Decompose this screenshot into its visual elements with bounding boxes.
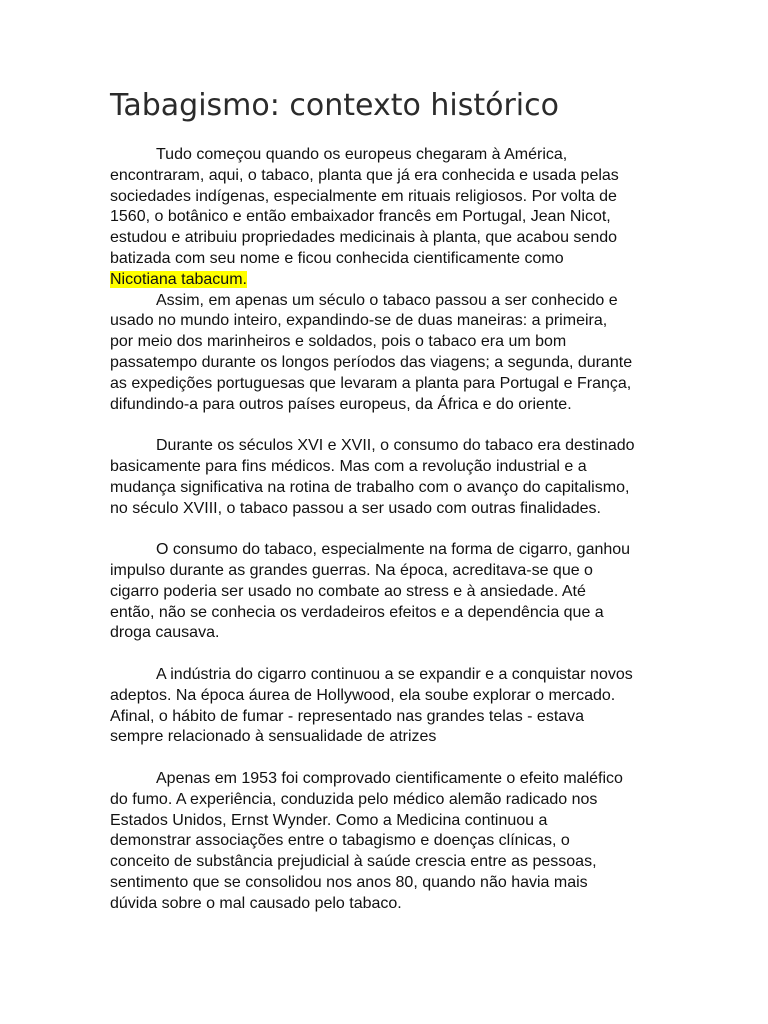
paragraph-spacer: [110, 415, 666, 436]
paragraph-medical-use: [110, 436, 666, 519]
paragraph-line: cigarro poderia ser usado no combate ao stress e à ansiedade. Até: [110, 582, 586, 600]
paragraph-line: basicamente para fins médicos. Mas com a revolução industrial e a: [110, 457, 587, 475]
paragraph-wars: [110, 540, 666, 644]
paragraph-line: droga causava.: [110, 624, 220, 642]
paragraph-hollywood: [110, 665, 666, 748]
document-body: [110, 145, 666, 914]
paragraph-spacer: [110, 748, 666, 769]
paragraph-line: dúvida sobre o mal causado pelo tabaco.: [110, 894, 402, 912]
paragraph-line: Tudo começou quando os europeus chegaram à América,: [156, 146, 568, 163]
paragraph-line: no século XVIII, o tabaco passou a ser usado com outras finalidades.: [110, 499, 601, 517]
paragraph-line: sentimento que se consolidou nos anos 80, quando não havia mais: [110, 873, 588, 891]
paragraph-line: batizada com seu nome e ficou conhecida cientificamente como: [110, 249, 564, 267]
highlighted-text: Nicotiana tabacum.: [110, 270, 247, 288]
paragraph-line: então, não se conhecia os verdadeiros efeitos e a dependência que a: [110, 603, 604, 621]
paragraph-line: Estados Unidos, Ernst Wynder. Como a Medicina continuou a: [110, 811, 548, 829]
paragraph-line: impulso durante as grandes guerras. Na época, acreditava-se que o: [110, 561, 593, 579]
paragraph-line: adeptos. Na época áurea de Hollywood, ela soube explorar o mercado.: [110, 686, 616, 704]
paragraph-line: encontraram, aqui, o tabaco, planta que já era conhecida e usada pelas: [110, 166, 619, 184]
paragraph-line-highlighted: [110, 270, 666, 291]
paragraph-line: sempre relacionado à sensualidade de atrizes: [110, 728, 437, 746]
paragraph-line: demonstrar associações entre o tabagismo e doenças clínicas, o: [110, 832, 570, 850]
paragraph-line: as expedições portuguesas que levaram a planta para Portugal e França,: [110, 374, 632, 392]
document-title: Tabagismo: contexto histórico: [110, 88, 559, 123]
paragraph-expansion: [110, 291, 666, 416]
paragraph-line: O consumo do tabaco, especialmente na forma de cigarro, ganhou: [156, 541, 631, 559]
paragraph-line: estudou e atribuiu propriedades medicinais à planta, que acabou sendo: [110, 229, 618, 247]
paragraph-line: por meio dos marinheiros e soldados, pois o tabaco era um bom: [110, 333, 567, 351]
paragraph-line: Apenas em 1953 foi comprovado cientificamente o efeito maléfico: [156, 769, 623, 787]
paragraph-line: Afinal, o hábito de fumar - representado nas grandes telas - estava: [110, 707, 585, 725]
paragraph-spacer: [110, 644, 666, 665]
paragraph-line: sociedades indígenas, especialmente em rituais religiosos. Por volta de: [110, 187, 617, 205]
paragraph-spacer: [110, 519, 666, 540]
paragraph-scientific-proof: [110, 769, 666, 915]
paragraph-line: usado no mundo inteiro, expandindo-se de duas maneiras: a primeira,: [110, 312, 608, 330]
paragraph-line: Durante os séculos XVI e XVII, o consumo do tabaco era destinado: [156, 437, 635, 455]
paragraph-line: A indústria do cigarro continuou a se expandir e a conquistar novos: [156, 665, 633, 683]
paragraph-line: Assim, em apenas um século o tabaco passou a ser conhecido e: [156, 291, 618, 309]
paragraph-line: difundindo-a para outros países europeus, da África e do oriente.: [110, 395, 572, 413]
paragraph-line: passatempo durante os longos períodos das viagens; a segunda, durante: [110, 353, 633, 371]
paragraph-line: mudança significativa na rotina de trabalho com o avanço do capitalismo,: [110, 478, 630, 496]
paragraph-line: do fumo. A experiência, conduzida pelo médico alemão radicado nos: [110, 790, 598, 808]
paragraph-line: 1560, o botânico e então embaixador francês em Portugal, Jean Nicot,: [110, 208, 611, 226]
paragraph-origins: [110, 145, 666, 291]
paragraph-line: conceito de substância prejudicial à saúde crescia entre as pessoas,: [110, 853, 597, 871]
